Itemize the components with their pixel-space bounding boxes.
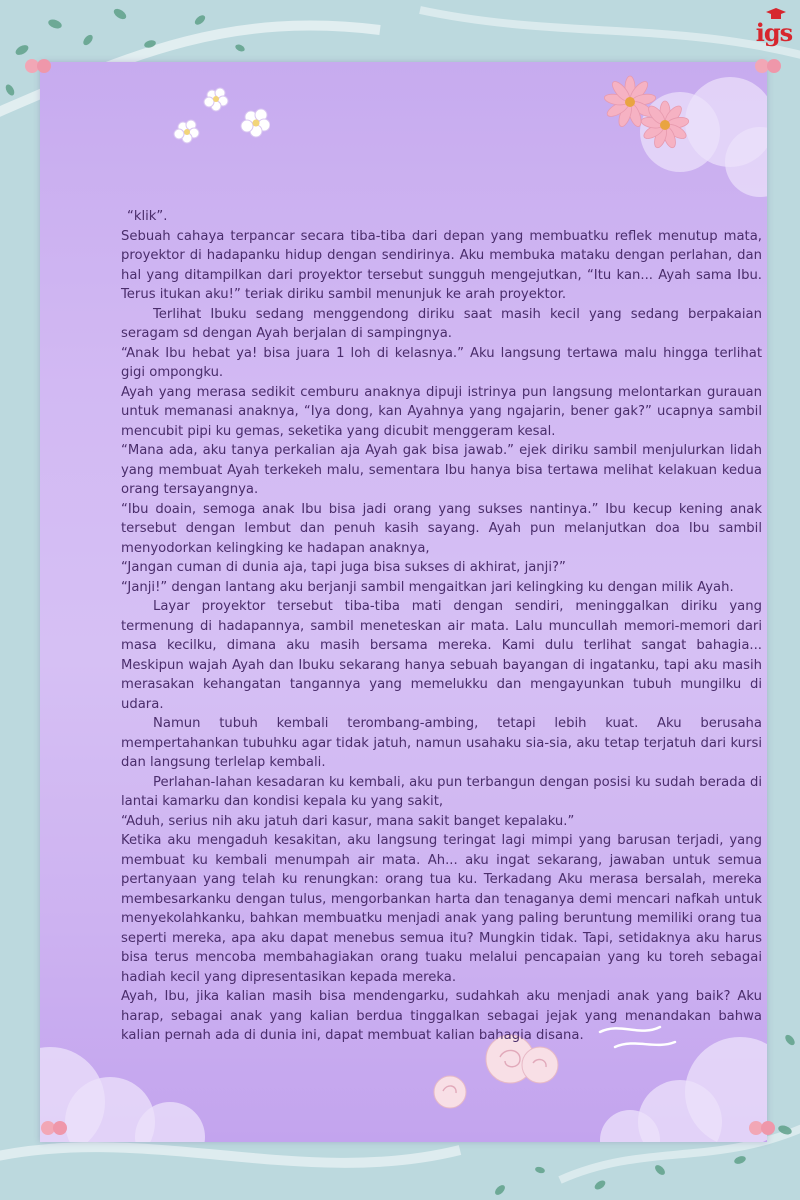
paragraph: “Janji!” dengan lantang aku berjanji sambil mengaitkan jari kelingking ku dengan milik Ayah. [121,579,734,595]
paragraph: Namun tubuh kembali terombang-ambing, tetapi lebih kuat. Aku berusaha mempertahankan tubuhku agar tidak jatuh, namun usahaku sia-sia, aku tetap terjatuh dari kursi dan langsung terlelap kembali. [121,716,762,770]
story-page [40,62,767,1142]
cloud-bottom-right-icon [600,1037,767,1142]
paragraph: “Aduh, serius nih aku jatuh dari kasur, mana sakit banget kepalaku.” [121,813,575,829]
corner-pin-icon [24,56,52,76]
paragraph: Terlihat Ibuku sedang menggendong diriku saat masih kecil yang sedang berpakaian seragam sd dengan Ayah berjalan di sampingnya. [121,306,762,341]
paragraph: Ayah, Ibu, jika kalian masih bisa mendengarku, sudahkah aku menjadi anak yang baik? Aku harap, sebagai anak yang kalian berdua tinggalkan sebagai jejak yang menandakan bahwa kalian pernah ada di dunia ini, dapat membuat kalian bahagia disana. [121,989,762,1043]
corner-pin-icon [748,1118,776,1138]
corner-pin-icon [754,56,782,76]
brand-logo [752,6,796,50]
paragraph: “Ibu doain, semoga anak Ibu bisa jadi orang yang sukses nantinya.” Ibu kecup kening anak tersebut dengan lembut dan penuh kasih sayang. Ayah pun melanjutkan doa Ibu sambil menyodorkan kelingking ke hadapan anaknya, [121,501,762,556]
paragraph: “Jangan cuman di dunia aja, tapi juga bisa sukses di akhirat, janji?” [121,560,566,575]
paragraph: “Mana ada, aku tanya perkalian aja Ayah gak bisa jawab.” ejek diriku sambil menjulurkan lidah yang membuat Ayah terkekeh malu, sementara Ibu hanya bisa tertawa melihat kelakuan kedua orang tersayangnya. [121,443,762,497]
paragraph: Sebuah cahaya terpancar secara tiba-tiba dari depan yang membuatku reflek menutup mata, proyektor di hadapanku hidup dengan sendirinya. Aku membuka mataku dengan perlahan, dan hal yang ditampilkan dari proyektor tersebut sungguh mengejutkan, “Itu kan... Ayah sama Ibu. Terus itukan aku!” teriak diriku sambil menunjuk ke arah proyektor. [121,228,762,302]
paragraph: “klik”. [127,209,168,224]
paragraph: Layar proyektor tersebut tiba-tiba mati dengan sendiri, meninggalkan diriku yang termenung di hadapannya, sambil meneteskan air mata. Lalu muncullah memori-memori dari masa kecilku, dimana aku masih bersama mereka. Kami dulu terlihat sangat bahagia... Meskipun wajah Ayah dan Ibuku sekarang hanya sebuah bayangan di ingatanku, tapi aku masih merasakan kehangatan tangannya yang memelukku dan mengayunkan tubuh mungilku di udara. [121,599,762,712]
logo-text: igs [755,18,793,47]
story-text [121,207,762,1046]
paragraph: “Anak Ibu hebat ya! bisa juara 1 loh di kelasnya.” Aku langsung tertawa malu hingga terlihat gigi ompongku. [121,345,762,380]
paragraph: Perlahan-lahan kesadaran ku kembali, aku pun terbangun dengan posisi ku sudah berada di lantai kamarku dan kondisi kepala ku yang sakit, [121,774,762,809]
paragraph: Ayah yang merasa sedikit cemburu anaknya dipuji istrinya pun langsung melontarkan gurauan untuk memanasi anaknya, “Iya dong, kan Ayahnya yang ngajarin, bener gak?” ucapnya sambil mencubit pipi ku gemas, seketika yang dicubit menggeram kesal. [121,384,762,439]
white-flowers-icon [170,87,270,147]
paragraph: Ketika aku mengaduh kesakitan, aku langsung teringat lagi mimpi yang barusan terjadi, yang membuat ku kembali menumpah air mata. Ah... aku ingat sekarang, jawaban untuk semua pertanyaan yang telah ku renungkan: orang tua ku. Terkadang Aku merasa bersalah, mereka membesarkanku dengan tulus, mengorbankan harta dan tenaganya demi mencari nafkah untuk menyekolahkanku, bahkan membuatku menjadi anak yang paling beruntung memiliki orang tua seperti mereka, apa aku dapat menebus semua itu? Mungkin tidak. Tapi, setidaknya aku harus bisa terus mencoba membahagiakan orang tuaku melalui pencapaian yang ku toreh sebagai hadiah kecil yang dipresentasikan kepada mereka. [121,833,762,985]
corner-pin-icon [40,1118,68,1138]
pink-daisies-icon [600,72,700,152]
